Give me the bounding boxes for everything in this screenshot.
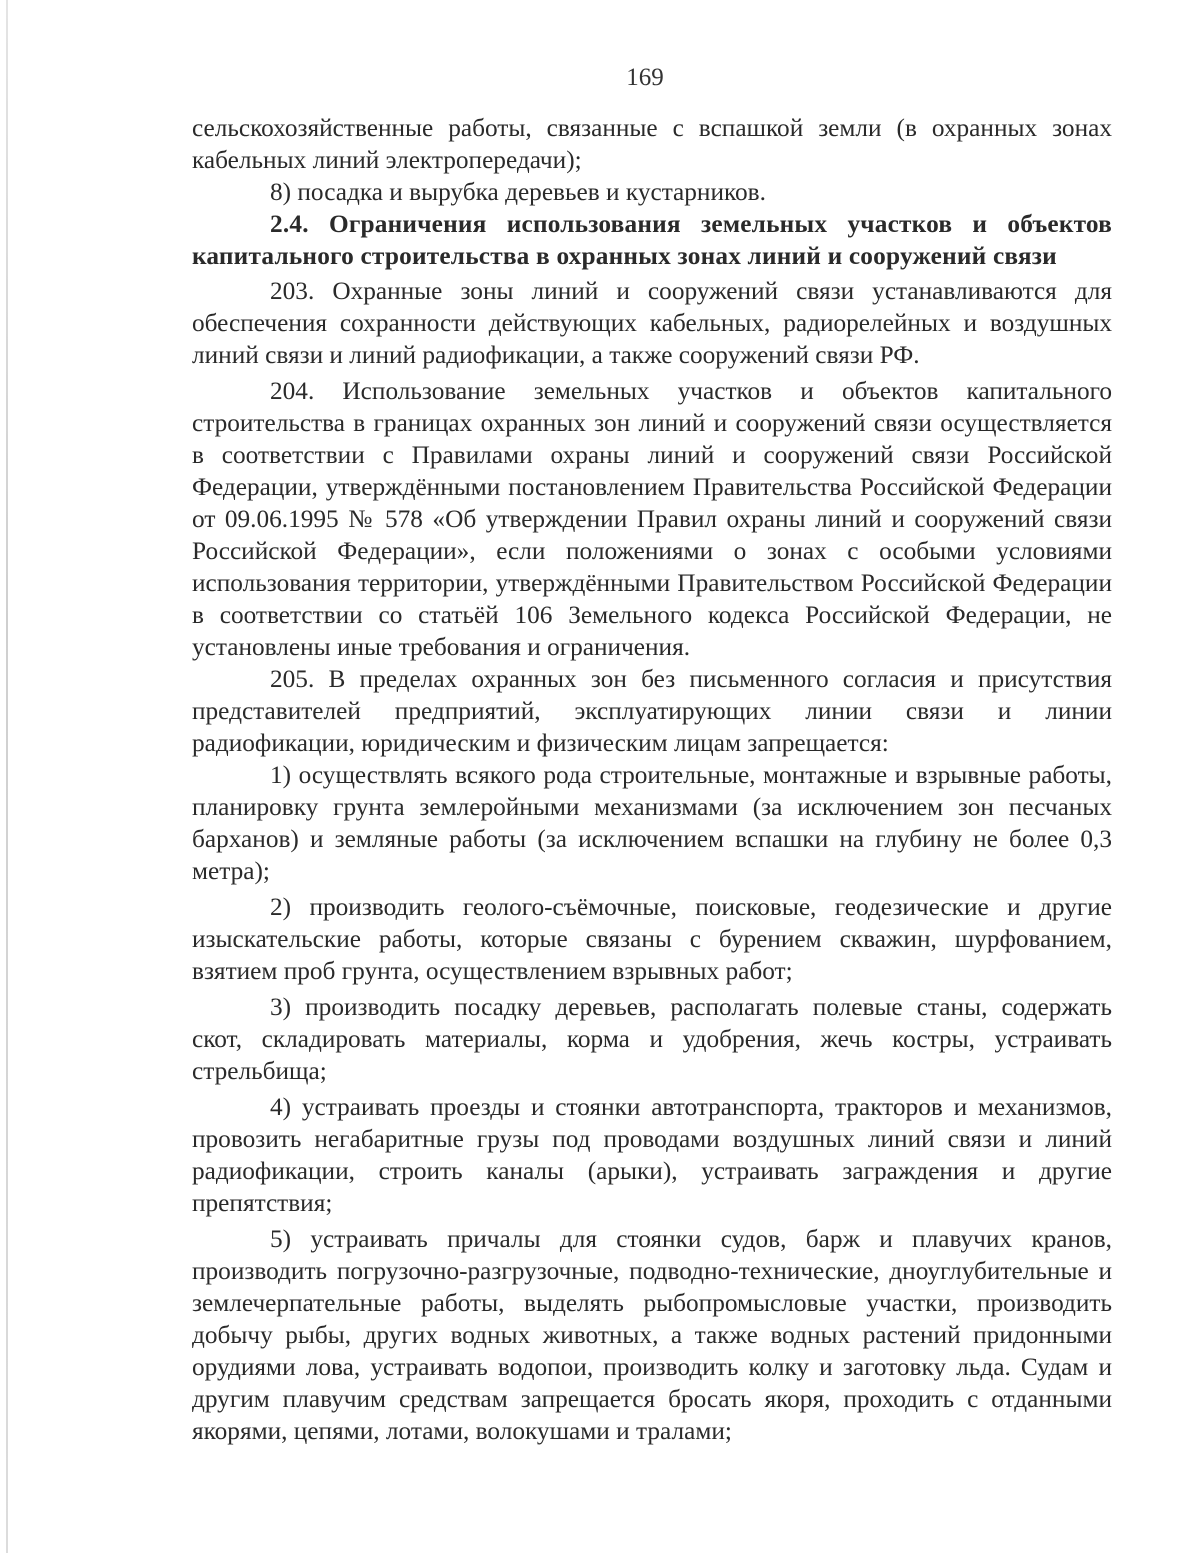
- list-item: 3) производить посадку деревьев, располагать полевые станы, содержать скот, складировать материалы, корма и удобрения, жечь костры, устраивать стрельбища;: [192, 993, 1112, 1085]
- paragraph: 204. Использование земельных участков и объектов капитального строительства в границах охранных зон линий и сооружений связи осуществляется в соответствии с Правилами охраны линий и сооружений связи Российской Федерации, утверждёнными постановлением Правительства Российской Федерации от 09.06.1995 № 578 «Об утверждении Правил охраны линий и сооружений связи Российской Федерации», если положениями о зонах с особыми условиями использования территории, утверждёнными Правительством Российской Федерации в соответствии со статьёй 106 Земельного кодекса Российской Федерации, не установлены иные требования и ограничения.: [192, 377, 1112, 661]
- paragraph: 205. В пределах охранных зон без письменного согласия и присутствия представителей предприятий, эксплуатирующих линии связи и линии радиофикации, юридическим и физическим лицам запрещается:: [192, 665, 1112, 757]
- page-number: 169: [626, 64, 664, 91]
- list-item: 5) устраивать причалы для стоянки судов, барж и плавучих кранов, производить погрузочно-разгрузочные, подводно-технические, дноуглубительные и землечерпательные работы, выделять рыбопромысловые участки, производить добычу рыбы, других водных животных, а также водных растений придонными орудиями лова, устраивать водопои, производить колку и заготовку льда. Судам и другим плавучим средствам запрещается бросать якоря, проходить с отданными якорями, цепями, лотами, волокушами и тралами;: [192, 1225, 1112, 1445]
- paragraph: сельскохозяйственные работы, связанные с вспашкой земли (в охранных зонах кабельных линий электропередачи);: [192, 114, 1112, 174]
- paragraph: 203. Охранные зоны линий и сооружений связи устанавливаются для обеспечения сохранности действующих кабельных, радиорелейных и воздушных линий связи и линий радиофикации, а также сооружений связи РФ.: [192, 277, 1112, 369]
- list-item: 4) устраивать проезды и стоянки автотранспорта, тракторов и механизмов, провозить негабаритные грузы под проводами воздушных линий связи и линий радиофикации, строить каналы (арыки), устраивать заграждения и другие препятствия;: [192, 1093, 1112, 1217]
- document-body: [192, 112, 1112, 1447]
- list-item: 8) посадка и вырубка деревьев и кустарников.: [270, 178, 766, 206]
- list-item: 2) производить геолого-съёмочные, поисковые, геодезические и другие изыскательские работы, которые связаны с бурением скважин, шурфованием, взятием проб грунта, осуществлением взрывных работ;: [192, 893, 1112, 985]
- list-item: 1) осуществлять всякого рода строительные, монтажные и взрывные работы, планировку грунта землеройными механизмами (за исключением зон песчаных барханов) и земляные работы (за исключением вспашки на глубину не более 0,3 метра);: [192, 761, 1112, 885]
- section-heading: 2.4. Ограничения использования земельных участков и объектов капитального строительства в охранных зонах линий и сооружений связи: [192, 210, 1112, 270]
- scan-edge: [6, 0, 8, 1553]
